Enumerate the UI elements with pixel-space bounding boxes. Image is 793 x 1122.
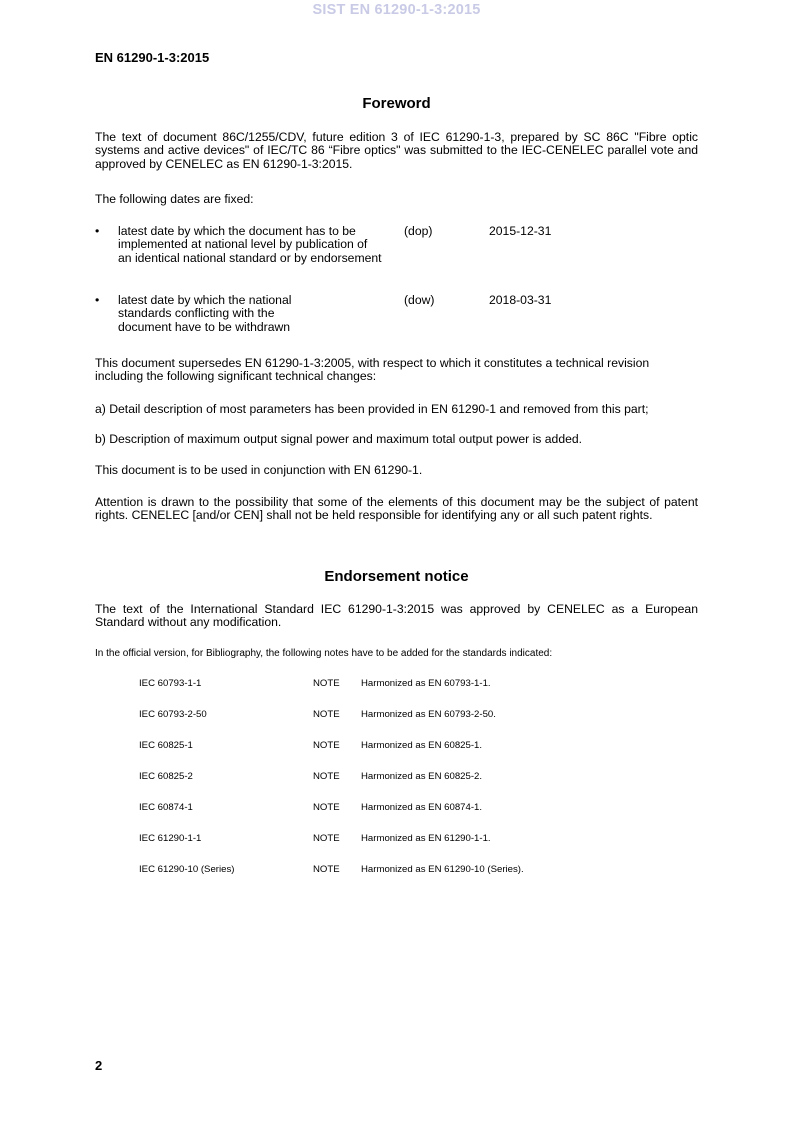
conjunction-paragraph: This document is to be used in conjunction with EN 61290-1. xyxy=(95,463,423,477)
bullet-icon: • xyxy=(95,224,100,238)
date-value: 2015-12-31 xyxy=(489,224,552,238)
note-row xyxy=(139,802,639,814)
date-abbreviation: (dow) xyxy=(404,293,435,307)
note-row xyxy=(139,771,639,783)
foreword-title: Foreword xyxy=(362,95,431,112)
endorsement-title: Endorsement notice xyxy=(324,568,469,585)
patent-paragraph: Attention is drawn to the possibility that some of the elements of this document may be the subject of patent rights. CENELEC [and/or CEN] shall not be held responsible for identifying any or all such patent rights. xyxy=(95,495,698,523)
harmonized-text: Harmonized as EN 60793-2-50. xyxy=(361,709,496,720)
change-a: a) Detail description of most parameters has been provided in EN 61290-1 and removed from this part; xyxy=(95,402,649,416)
bibliography-intro: In the official version, for Bibliography, the following notes have to be added for the standards indicated: xyxy=(95,648,553,659)
date-description: latest date by which the national standards conflicting with the document have to be withdrawn xyxy=(118,293,292,334)
harmonized-text: Harmonized as EN 61290-10 (Series). xyxy=(361,864,524,875)
foreword-intro: The text of document 86C/1255/CDV, future edition 3 of IEC 61290-1-3, prepared by SC 86C "Fibre optic systems and active devices" of IEC/TC 86 “Fibre optics" was submitted to the IEC-CENELEC parallel vote and approved by CENELEC as EN 61290-1-3:2015. xyxy=(95,130,698,171)
date-value: 2018-03-31 xyxy=(489,293,552,307)
page-number: 2 xyxy=(95,1058,103,1073)
document-id: EN 61290-1-3:2015 xyxy=(95,50,210,65)
date-item-dop xyxy=(95,225,698,287)
change-b: b) Description of maximum output signal power and maximum total output power is added. xyxy=(95,432,583,446)
standard-ref: IEC 60793-2-50 xyxy=(139,709,207,720)
harmonized-text: Harmonized as EN 61290-1-1. xyxy=(361,833,491,844)
harmonized-text: Harmonized as EN 60874-1. xyxy=(361,802,483,813)
note-row xyxy=(139,833,639,845)
note-label: NOTE xyxy=(313,864,340,875)
note-label: NOTE xyxy=(313,802,340,813)
standard-ref: IEC 60825-2 xyxy=(139,771,193,782)
note-row xyxy=(139,709,639,721)
date-abbreviation: (dop) xyxy=(404,224,433,238)
date-description: latest date by which the document has to be implemented at national level by publication of an identical national standard or by endorsement xyxy=(118,224,382,265)
note-label: NOTE xyxy=(313,833,340,844)
bullet-icon: • xyxy=(95,293,100,307)
dates-intro: The following dates are fixed: xyxy=(95,192,254,206)
note-row xyxy=(139,740,639,752)
harmonized-text: Harmonized as EN 60825-2. xyxy=(361,771,483,782)
standard-ref: IEC 60793-1-1 xyxy=(139,678,202,689)
standard-ref: IEC 61290-1-1 xyxy=(139,833,202,844)
standard-ref: IEC 60874-1 xyxy=(139,802,193,813)
note-label: NOTE xyxy=(313,771,340,782)
date-item-dow xyxy=(95,294,698,338)
note-row xyxy=(139,678,639,690)
note-row xyxy=(139,864,639,876)
note-label: NOTE xyxy=(313,678,340,689)
standard-ref: IEC 60825-1 xyxy=(139,740,193,751)
endorsement-text: The text of the International Standard IEC 61290-1-3:2015 was approved by CENELEC as a European Standard without any modification. xyxy=(95,602,698,630)
harmonized-text: Harmonized as EN 60793-1-1. xyxy=(361,678,491,689)
watermark: SIST EN 61290-1-3:2015 xyxy=(312,2,481,18)
harmonized-text: Harmonized as EN 60825-1. xyxy=(361,740,483,751)
standard-ref: IEC 61290-10 (Series) xyxy=(139,864,235,875)
note-label: NOTE xyxy=(313,709,340,720)
note-label: NOTE xyxy=(313,740,340,751)
supersedes-paragraph: This document supersedes EN 61290-1-3:2005, with respect to which it constitutes a technical revision including the following significant technical changes: xyxy=(95,356,650,384)
